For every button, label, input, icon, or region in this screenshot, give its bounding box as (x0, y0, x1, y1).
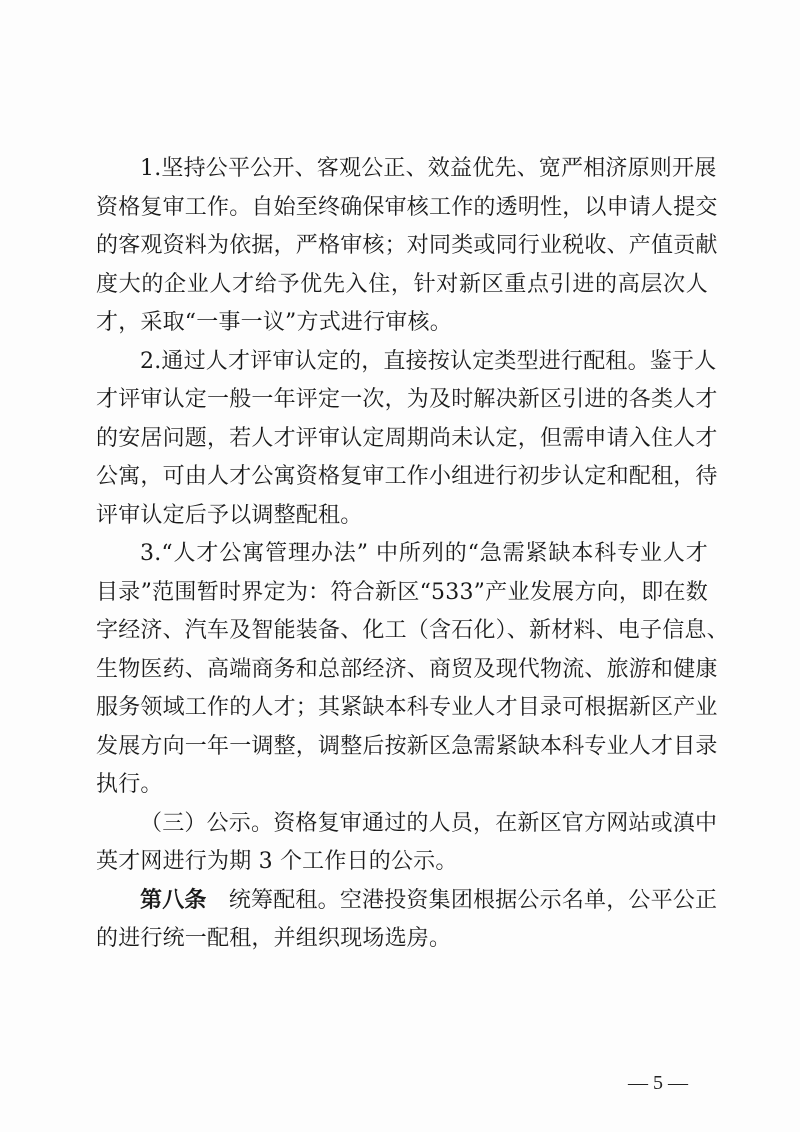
paragraph-1 (96, 150, 718, 343)
text-span: 空港投资集团根据公示名单，公平公正 (339, 887, 718, 913)
page-number: — 5 — (628, 1072, 688, 1094)
text-line: 1.坚持公平公开、客观公正、效益优先、宽严相济原则开展 (140, 156, 717, 181)
text-line: （三）公示。资格复审通过的人员，在新区官方网站或滇中 (140, 810, 718, 836)
text-line: 才，采取“一事一议”方式进行审核。 (96, 310, 452, 335)
text-line: 生物医药、高端商务和总部经济、商贸及现代物流、旅游和健康 (96, 656, 718, 682)
body-text (96, 150, 729, 959)
article-heading: 第八条 (140, 887, 207, 913)
text-line: 度大的企业人才给予优先入住，针对新区重点引进的高层次人 (96, 271, 708, 297)
text-line: 字经济、汽车及智能装备、化工（含石化）、新材料、电子信息、 (96, 618, 729, 643)
paragraph-4 (96, 805, 718, 882)
text-line: 英才网进行为期 3 个工作日的公示。 (96, 849, 458, 874)
text-line: 的客观资料为依据，严格审核；对同类或同行业税收、产值贡献 (96, 233, 718, 258)
text-line: 2.通过人才评审认定的，直接按认定类型进行配租。鉴于人 (140, 348, 717, 374)
paragraph-3 (96, 535, 729, 805)
text-line: 才评审认定一般一年评定一次，为及时解决新区引进的各类人才 (96, 387, 718, 412)
text-line: 评审认定后予以调整配租。 (96, 502, 363, 528)
text-line: 的安居问题，若人才评审认定周期尚未认定，但需申请入住人才 (96, 425, 718, 451)
text-line: 公寓，可由人才公寓资格复审工作小组进行初步认定和配租，待 (96, 464, 718, 489)
text-line: 3.“人才公寓管理办法” 中所列的“急需紧缺本科专业人才 (140, 541, 708, 566)
text-line: 目录”范围暂时界定为：符合新区“533”产业发展方向，即在数 (96, 579, 708, 605)
article-8 (96, 882, 718, 959)
article-8-line-1 (96, 882, 718, 921)
text-line: 服务领域工作的人才；其紧缺本科专业人才目录可根据新区产业 (96, 695, 718, 720)
text-line: 执行。 (96, 772, 163, 797)
text-line: 的进行统一配租，并组织现场选房。 (96, 926, 452, 951)
article-lead: 统筹配租。 (228, 887, 340, 913)
text-line: 资格复审工作。自始至终确保审核工作的透明性，以申请人提交 (96, 194, 718, 220)
paragraph-2 (96, 343, 718, 536)
text-line: 发展方向一年一调整，调整后按新区急需紧缺本科专业人才目录 (96, 733, 718, 759)
